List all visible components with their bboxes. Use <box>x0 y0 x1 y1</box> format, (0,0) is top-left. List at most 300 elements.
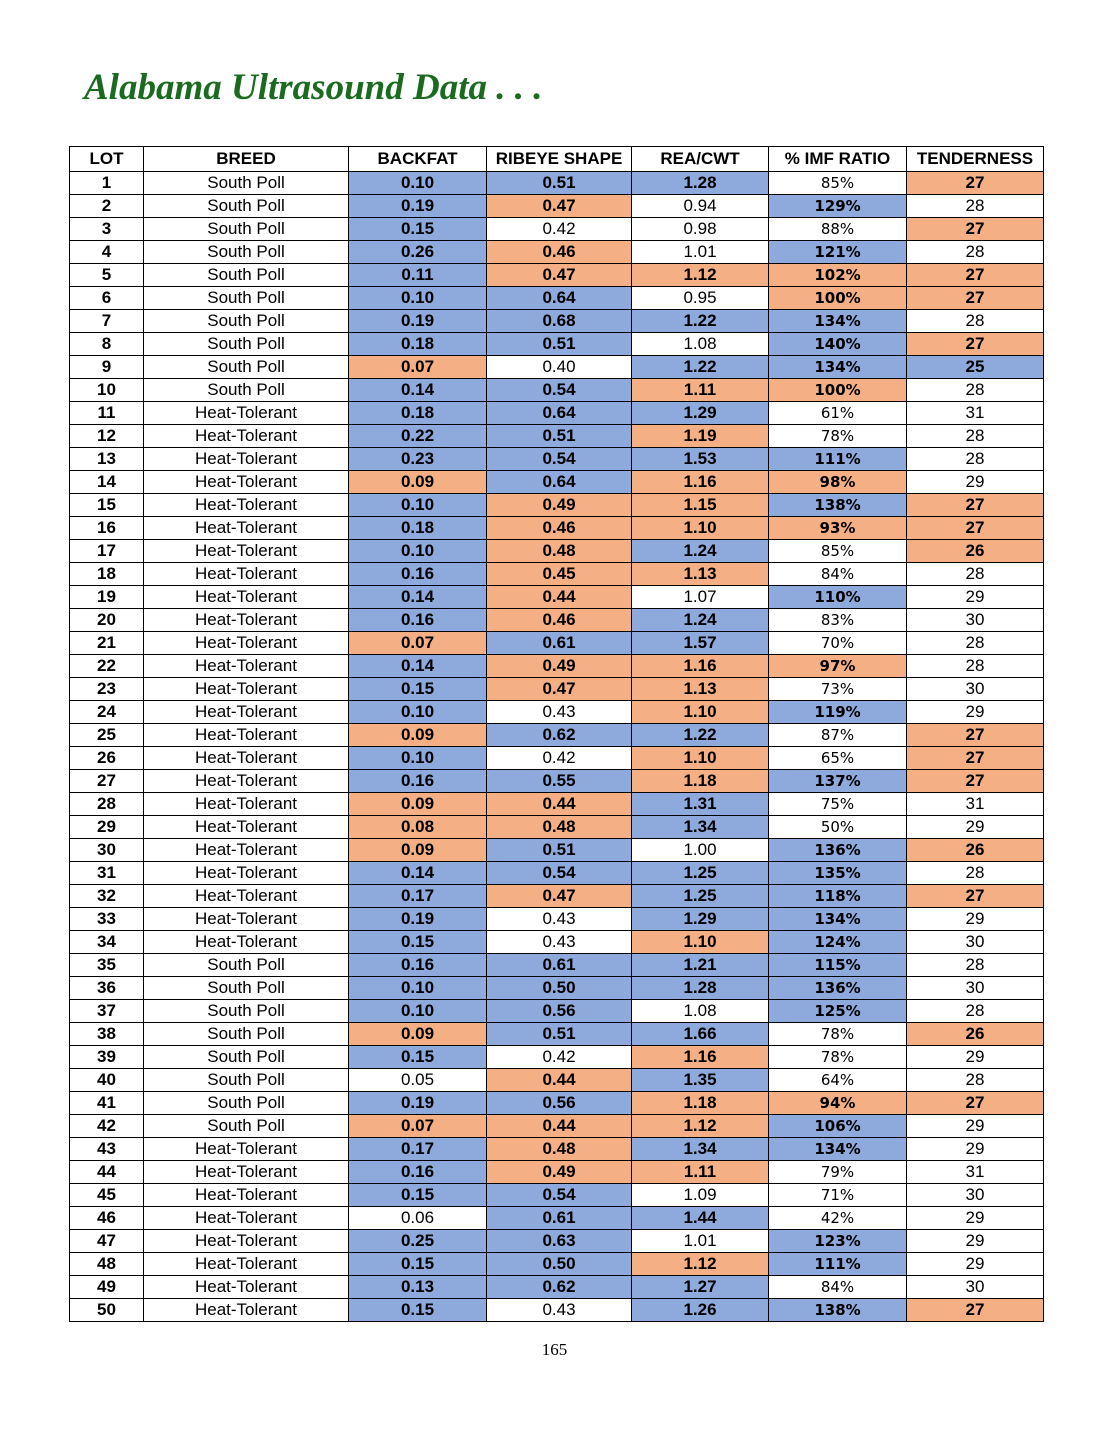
table-row <box>70 586 1044 609</box>
ribeye-shape-cell: 0.44 <box>487 1115 632 1138</box>
ribeye-shape-cell: 0.45 <box>487 563 632 586</box>
backfat-cell: 0.19 <box>349 1092 487 1115</box>
ribeye-shape-cell: 0.54 <box>487 1184 632 1207</box>
tenderness-cell: 27 <box>907 747 1044 770</box>
lot-cell: 34 <box>70 931 144 954</box>
table-row <box>70 494 1044 517</box>
tenderness-cell: 28 <box>907 448 1044 471</box>
lot-cell: 28 <box>70 793 144 816</box>
tenderness-cell: 25 <box>907 356 1044 379</box>
ribeye-shape-cell: 0.47 <box>487 678 632 701</box>
imf-ratio-cell: 138% <box>769 1299 907 1322</box>
rea-cwt-cell: 1.10 <box>632 931 769 954</box>
backfat-cell: 0.19 <box>349 908 487 931</box>
backfat-cell: 0.18 <box>349 333 487 356</box>
breed-cell: Heat-Tolerant <box>144 1138 349 1161</box>
backfat-cell: 0.14 <box>349 379 487 402</box>
rea-cwt-cell: 1.00 <box>632 839 769 862</box>
lot-cell: 29 <box>70 816 144 839</box>
table-row <box>70 287 1044 310</box>
tenderness-cell: 31 <box>907 793 1044 816</box>
breed-cell: Heat-Tolerant <box>144 655 349 678</box>
tenderness-cell: 29 <box>907 701 1044 724</box>
tenderness-cell: 28 <box>907 1000 1044 1023</box>
table-row <box>70 241 1044 264</box>
imf-ratio-cell: 78% <box>769 1023 907 1046</box>
breed-cell: Heat-Tolerant <box>144 540 349 563</box>
imf-ratio-cell: 137% <box>769 770 907 793</box>
table-row <box>70 977 1044 1000</box>
backfat-cell: 0.25 <box>349 1230 487 1253</box>
rea-cwt-cell: 0.98 <box>632 218 769 241</box>
table-body <box>70 172 1044 1322</box>
imf-ratio-cell: 111% <box>769 448 907 471</box>
lot-cell: 26 <box>70 747 144 770</box>
rea-cwt-cell: 1.44 <box>632 1207 769 1230</box>
tenderness-cell: 28 <box>907 954 1044 977</box>
lot-cell: 22 <box>70 655 144 678</box>
table-row <box>70 379 1044 402</box>
backfat-cell: 0.09 <box>349 839 487 862</box>
backfat-cell: 0.05 <box>349 1069 487 1092</box>
rea-cwt-cell: 1.18 <box>632 1092 769 1115</box>
table-row <box>70 1299 1044 1322</box>
tenderness-cell: 27 <box>907 218 1044 241</box>
lot-cell: 12 <box>70 425 144 448</box>
breed-cell: Heat-Tolerant <box>144 448 349 471</box>
table-row <box>70 1046 1044 1069</box>
backfat-cell: 0.14 <box>349 586 487 609</box>
lot-cell: 20 <box>70 609 144 632</box>
rea-cwt-cell: 1.53 <box>632 448 769 471</box>
lot-cell: 32 <box>70 885 144 908</box>
backfat-cell: 0.09 <box>349 1023 487 1046</box>
imf-ratio-cell: 73% <box>769 678 907 701</box>
lot-cell: 9 <box>70 356 144 379</box>
lot-cell: 31 <box>70 862 144 885</box>
rea-cwt-cell: 1.24 <box>632 609 769 632</box>
rea-cwt-cell: 1.19 <box>632 425 769 448</box>
imf-ratio-cell: 84% <box>769 1276 907 1299</box>
column-header-lot: LOT <box>70 147 144 172</box>
ribeye-shape-cell: 0.54 <box>487 448 632 471</box>
rea-cwt-cell: 1.29 <box>632 402 769 425</box>
table-row <box>70 425 1044 448</box>
imf-ratio-cell: 138% <box>769 494 907 517</box>
tenderness-cell: 29 <box>907 1138 1044 1161</box>
rea-cwt-cell: 1.25 <box>632 885 769 908</box>
breed-cell: South Poll <box>144 1092 349 1115</box>
breed-cell: South Poll <box>144 333 349 356</box>
ribeye-shape-cell: 0.54 <box>487 862 632 885</box>
table-row <box>70 1000 1044 1023</box>
tenderness-cell: 28 <box>907 862 1044 885</box>
lot-cell: 38 <box>70 1023 144 1046</box>
backfat-cell: 0.23 <box>349 448 487 471</box>
rea-cwt-cell: 1.13 <box>632 678 769 701</box>
backfat-cell: 0.15 <box>349 931 487 954</box>
imf-ratio-cell: 100% <box>769 379 907 402</box>
ribeye-shape-cell: 0.54 <box>487 379 632 402</box>
tenderness-cell: 26 <box>907 839 1044 862</box>
lot-cell: 18 <box>70 563 144 586</box>
table-row <box>70 517 1044 540</box>
lot-cell: 50 <box>70 1299 144 1322</box>
tenderness-cell: 28 <box>907 379 1044 402</box>
imf-ratio-cell: 135% <box>769 862 907 885</box>
lot-cell: 14 <box>70 471 144 494</box>
tenderness-cell: 28 <box>907 563 1044 586</box>
imf-ratio-cell: 97% <box>769 655 907 678</box>
table-row <box>70 1230 1044 1253</box>
tenderness-cell: 28 <box>907 655 1044 678</box>
lot-cell: 30 <box>70 839 144 862</box>
column-header-backfat: BACKFAT <box>349 147 487 172</box>
ribeye-shape-cell: 0.68 <box>487 310 632 333</box>
rea-cwt-cell: 1.28 <box>632 172 769 195</box>
breed-cell: Heat-Tolerant <box>144 793 349 816</box>
breed-cell: Heat-Tolerant <box>144 609 349 632</box>
tenderness-cell: 28 <box>907 195 1044 218</box>
tenderness-cell: 27 <box>907 287 1044 310</box>
table-row <box>70 839 1044 862</box>
table-header-row <box>70 147 1044 172</box>
breed-cell: Heat-Tolerant <box>144 1253 349 1276</box>
breed-cell: Heat-Tolerant <box>144 517 349 540</box>
rea-cwt-cell: 1.01 <box>632 241 769 264</box>
rea-cwt-cell: 1.26 <box>632 1299 769 1322</box>
lot-cell: 43 <box>70 1138 144 1161</box>
rea-cwt-cell: 1.22 <box>632 724 769 747</box>
imf-ratio-cell: 94% <box>769 1092 907 1115</box>
backfat-cell: 0.19 <box>349 195 487 218</box>
backfat-cell: 0.15 <box>349 1253 487 1276</box>
backfat-cell: 0.14 <box>349 655 487 678</box>
ribeye-shape-cell: 0.61 <box>487 954 632 977</box>
tenderness-cell: 27 <box>907 885 1044 908</box>
table-row <box>70 402 1044 425</box>
lot-cell: 42 <box>70 1115 144 1138</box>
tenderness-cell: 29 <box>907 471 1044 494</box>
rea-cwt-cell: 1.16 <box>632 471 769 494</box>
imf-ratio-cell: 78% <box>769 1046 907 1069</box>
imf-ratio-cell: 118% <box>769 885 907 908</box>
lot-cell: 21 <box>70 632 144 655</box>
lot-cell: 48 <box>70 1253 144 1276</box>
backfat-cell: 0.16 <box>349 609 487 632</box>
breed-cell: Heat-Tolerant <box>144 1230 349 1253</box>
ribeye-shape-cell: 0.47 <box>487 195 632 218</box>
tenderness-cell: 29 <box>907 1046 1044 1069</box>
ribeye-shape-cell: 0.48 <box>487 1138 632 1161</box>
rea-cwt-cell: 1.24 <box>632 540 769 563</box>
imf-ratio-cell: 84% <box>769 563 907 586</box>
breed-cell: South Poll <box>144 379 349 402</box>
lot-cell: 47 <box>70 1230 144 1253</box>
rea-cwt-cell: 1.10 <box>632 747 769 770</box>
rea-cwt-cell: 1.16 <box>632 655 769 678</box>
ribeye-shape-cell: 0.64 <box>487 402 632 425</box>
ribeye-shape-cell: 0.50 <box>487 977 632 1000</box>
rea-cwt-cell: 1.08 <box>632 1000 769 1023</box>
breed-cell: Heat-Tolerant <box>144 402 349 425</box>
lot-cell: 40 <box>70 1069 144 1092</box>
backfat-cell: 0.17 <box>349 1138 487 1161</box>
lot-cell: 3 <box>70 218 144 241</box>
rea-cwt-cell: 1.35 <box>632 1069 769 1092</box>
tenderness-cell: 28 <box>907 632 1044 655</box>
imf-ratio-cell: 134% <box>769 356 907 379</box>
lot-cell: 39 <box>70 1046 144 1069</box>
tenderness-cell: 28 <box>907 241 1044 264</box>
breed-cell: Heat-Tolerant <box>144 1299 349 1322</box>
ribeye-shape-cell: 0.44 <box>487 1069 632 1092</box>
ribeye-shape-cell: 0.61 <box>487 632 632 655</box>
breed-cell: Heat-Tolerant <box>144 1276 349 1299</box>
ribeye-shape-cell: 0.46 <box>487 517 632 540</box>
table-row <box>70 770 1044 793</box>
imf-ratio-cell: 85% <box>769 172 907 195</box>
breed-cell: South Poll <box>144 1000 349 1023</box>
imf-ratio-cell: 140% <box>769 333 907 356</box>
imf-ratio-cell: 85% <box>769 540 907 563</box>
imf-ratio-cell: 98% <box>769 471 907 494</box>
backfat-cell: 0.10 <box>349 1000 487 1023</box>
tenderness-cell: 27 <box>907 264 1044 287</box>
backfat-cell: 0.16 <box>349 770 487 793</box>
imf-ratio-cell: 61% <box>769 402 907 425</box>
ribeye-shape-cell: 0.48 <box>487 816 632 839</box>
lot-cell: 11 <box>70 402 144 425</box>
breed-cell: South Poll <box>144 356 349 379</box>
breed-cell: South Poll <box>144 1023 349 1046</box>
breed-cell: South Poll <box>144 1115 349 1138</box>
table-row <box>70 954 1044 977</box>
tenderness-cell: 30 <box>907 977 1044 1000</box>
tenderness-cell: 27 <box>907 333 1044 356</box>
table-row <box>70 609 1044 632</box>
table-row <box>70 701 1044 724</box>
backfat-cell: 0.16 <box>349 563 487 586</box>
rea-cwt-cell: 1.11 <box>632 379 769 402</box>
rea-cwt-cell: 1.08 <box>632 333 769 356</box>
imf-ratio-cell: 111% <box>769 1253 907 1276</box>
imf-ratio-cell: 50% <box>769 816 907 839</box>
column-header-ribeye-shape: RIBEYE SHAPE <box>487 147 632 172</box>
rea-cwt-cell: 1.57 <box>632 632 769 655</box>
backfat-cell: 0.18 <box>349 402 487 425</box>
table-row <box>70 931 1044 954</box>
ribeye-shape-cell: 0.62 <box>487 724 632 747</box>
table-row <box>70 471 1044 494</box>
breed-cell: Heat-Tolerant <box>144 816 349 839</box>
table-row <box>70 540 1044 563</box>
imf-ratio-cell: 79% <box>769 1161 907 1184</box>
table-row <box>70 563 1044 586</box>
backfat-cell: 0.08 <box>349 816 487 839</box>
table-row <box>70 1276 1044 1299</box>
imf-ratio-cell: 100% <box>769 287 907 310</box>
imf-ratio-cell: 88% <box>769 218 907 241</box>
ribeye-shape-cell: 0.51 <box>487 425 632 448</box>
table-row <box>70 310 1044 333</box>
rea-cwt-cell: 1.15 <box>632 494 769 517</box>
ribeye-shape-cell: 0.63 <box>487 1230 632 1253</box>
table-row <box>70 172 1044 195</box>
imf-ratio-cell: 125% <box>769 1000 907 1023</box>
breed-cell: South Poll <box>144 310 349 333</box>
backfat-cell: 0.18 <box>349 517 487 540</box>
lot-cell: 6 <box>70 287 144 310</box>
tenderness-cell: 29 <box>907 908 1044 931</box>
backfat-cell: 0.22 <box>349 425 487 448</box>
ribeye-shape-cell: 0.64 <box>487 287 632 310</box>
lot-cell: 17 <box>70 540 144 563</box>
lot-cell: 1 <box>70 172 144 195</box>
backfat-cell: 0.10 <box>349 287 487 310</box>
tenderness-cell: 30 <box>907 678 1044 701</box>
breed-cell: Heat-Tolerant <box>144 1161 349 1184</box>
tenderness-cell: 28 <box>907 310 1044 333</box>
breed-cell: Heat-Tolerant <box>144 563 349 586</box>
tenderness-cell: 28 <box>907 425 1044 448</box>
table-row <box>70 195 1044 218</box>
rea-cwt-cell: 1.66 <box>632 1023 769 1046</box>
table-row <box>70 1207 1044 1230</box>
table-row <box>70 632 1044 655</box>
breed-cell: South Poll <box>144 264 349 287</box>
lot-cell: 37 <box>70 1000 144 1023</box>
imf-ratio-cell: 83% <box>769 609 907 632</box>
breed-cell: South Poll <box>144 287 349 310</box>
breed-cell: Heat-Tolerant <box>144 931 349 954</box>
backfat-cell: 0.07 <box>349 1115 487 1138</box>
table-row <box>70 678 1044 701</box>
breed-cell: South Poll <box>144 195 349 218</box>
table-row <box>70 655 1044 678</box>
ribeye-shape-cell: 0.44 <box>487 793 632 816</box>
imf-ratio-cell: 102% <box>769 264 907 287</box>
rea-cwt-cell: 1.09 <box>632 1184 769 1207</box>
tenderness-cell: 27 <box>907 172 1044 195</box>
lot-cell: 41 <box>70 1092 144 1115</box>
imf-ratio-cell: 134% <box>769 1138 907 1161</box>
table-row <box>70 816 1044 839</box>
imf-ratio-cell: 123% <box>769 1230 907 1253</box>
tenderness-cell: 30 <box>907 1276 1044 1299</box>
ribeye-shape-cell: 0.51 <box>487 333 632 356</box>
lot-cell: 19 <box>70 586 144 609</box>
table-row <box>70 1253 1044 1276</box>
tenderness-cell: 27 <box>907 517 1044 540</box>
ribeye-shape-cell: 0.46 <box>487 241 632 264</box>
tenderness-cell: 30 <box>907 931 1044 954</box>
rea-cwt-cell: 1.13 <box>632 563 769 586</box>
table-row <box>70 1138 1044 1161</box>
breed-cell: Heat-Tolerant <box>144 425 349 448</box>
imf-ratio-cell: 87% <box>769 724 907 747</box>
rea-cwt-cell: 0.95 <box>632 287 769 310</box>
lot-cell: 49 <box>70 1276 144 1299</box>
breed-cell: South Poll <box>144 241 349 264</box>
tenderness-cell: 29 <box>907 1230 1044 1253</box>
ribeye-shape-cell: 0.55 <box>487 770 632 793</box>
breed-cell: Heat-Tolerant <box>144 701 349 724</box>
breed-cell: Heat-Tolerant <box>144 1184 349 1207</box>
rea-cwt-cell: 1.22 <box>632 310 769 333</box>
backfat-cell: 0.16 <box>349 954 487 977</box>
ribeye-shape-cell: 0.48 <box>487 540 632 563</box>
rea-cwt-cell: 1.22 <box>632 356 769 379</box>
rea-cwt-cell: 1.12 <box>632 1253 769 1276</box>
ribeye-shape-cell: 0.40 <box>487 356 632 379</box>
imf-ratio-cell: 129% <box>769 195 907 218</box>
backfat-cell: 0.09 <box>349 724 487 747</box>
breed-cell: Heat-Tolerant <box>144 724 349 747</box>
page-title: Alabama Ultrasound Data . . . <box>84 67 543 108</box>
backfat-cell: 0.19 <box>349 310 487 333</box>
breed-cell: Heat-Tolerant <box>144 678 349 701</box>
ribeye-shape-cell: 0.42 <box>487 218 632 241</box>
backfat-cell: 0.15 <box>349 678 487 701</box>
column-header-imf-ratio: % IMF RATIO <box>769 147 907 172</box>
table-row <box>70 448 1044 471</box>
imf-ratio-cell: 110% <box>769 586 907 609</box>
tenderness-cell: 31 <box>907 402 1044 425</box>
backfat-cell: 0.16 <box>349 1161 487 1184</box>
tenderness-cell: 29 <box>907 1207 1044 1230</box>
column-header-tenderness: TENDERNESS <box>907 147 1044 172</box>
tenderness-cell: 26 <box>907 540 1044 563</box>
breed-cell: South Poll <box>144 1046 349 1069</box>
lot-cell: 33 <box>70 908 144 931</box>
breed-cell: Heat-Tolerant <box>144 839 349 862</box>
breed-cell: South Poll <box>144 218 349 241</box>
backfat-cell: 0.14 <box>349 862 487 885</box>
lot-cell: 45 <box>70 1184 144 1207</box>
ultrasound-data-table <box>69 146 1044 1322</box>
table-row <box>70 1115 1044 1138</box>
rea-cwt-cell: 1.29 <box>632 908 769 931</box>
rea-cwt-cell: 1.01 <box>632 1230 769 1253</box>
ribeye-shape-cell: 0.49 <box>487 655 632 678</box>
imf-ratio-cell: 75% <box>769 793 907 816</box>
backfat-cell: 0.13 <box>349 1276 487 1299</box>
backfat-cell: 0.15 <box>349 1184 487 1207</box>
rea-cwt-cell: 1.12 <box>632 1115 769 1138</box>
ribeye-shape-cell: 0.43 <box>487 931 632 954</box>
table-row <box>70 793 1044 816</box>
breed-cell: Heat-Tolerant <box>144 1207 349 1230</box>
table-row <box>70 724 1044 747</box>
backfat-cell: 0.15 <box>349 218 487 241</box>
rea-cwt-cell: 1.28 <box>632 977 769 1000</box>
lot-cell: 16 <box>70 517 144 540</box>
lot-cell: 13 <box>70 448 144 471</box>
imf-ratio-cell: 136% <box>769 977 907 1000</box>
lot-cell: 10 <box>70 379 144 402</box>
ribeye-shape-cell: 0.50 <box>487 1253 632 1276</box>
imf-ratio-cell: 119% <box>769 701 907 724</box>
table-row <box>70 1161 1044 1184</box>
imf-ratio-cell: 93% <box>769 517 907 540</box>
breed-cell: Heat-Tolerant <box>144 770 349 793</box>
imf-ratio-cell: 121% <box>769 241 907 264</box>
table-row <box>70 885 1044 908</box>
table-row <box>70 218 1044 241</box>
tenderness-cell: 27 <box>907 1299 1044 1322</box>
rea-cwt-cell: 1.12 <box>632 264 769 287</box>
